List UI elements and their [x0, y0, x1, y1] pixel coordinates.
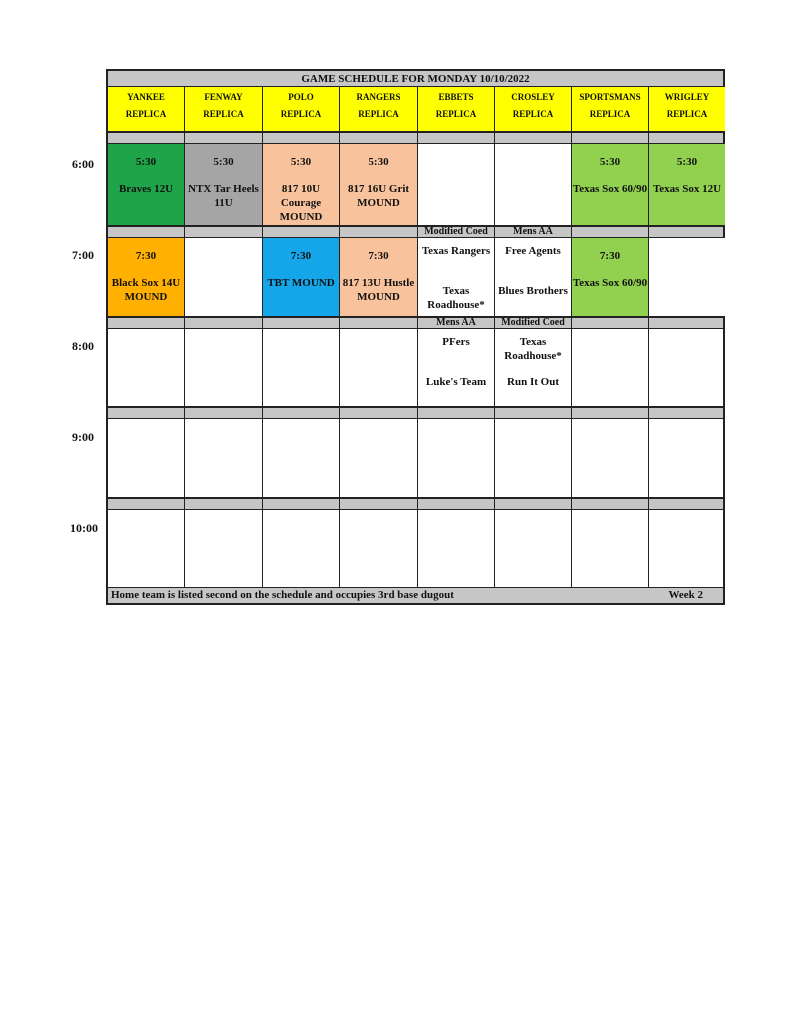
separator-cell	[340, 407, 418, 419]
field-header-crosley: CROSLEY REPLICA	[495, 87, 572, 132]
empty-cell	[108, 419, 185, 498]
matchup-team-away: PFers	[442, 336, 470, 348]
game-cell	[108, 329, 185, 407]
league-label	[263, 317, 340, 329]
field-header-rangers: RANGERS REPLICA	[340, 87, 418, 132]
separator-cell	[649, 407, 725, 419]
game-time: 7:30	[599, 250, 621, 262]
game-time: 5:30	[599, 156, 621, 168]
game-cell	[340, 238, 418, 317]
empty-cell	[495, 419, 572, 498]
separator-cell	[108, 498, 185, 510]
separator-cell	[263, 407, 340, 419]
game-time: 7:30	[368, 250, 389, 262]
team-name: 817 16U Grit MOUND	[347, 183, 410, 209]
game-cell	[418, 144, 495, 226]
league-label	[263, 226, 340, 238]
slot-1000-row	[108, 510, 723, 589]
slot-900-row	[108, 419, 723, 498]
team-name: 817 13U Hustle MOUND	[342, 277, 415, 303]
separator-cell	[649, 498, 725, 510]
game-time: 5:30	[676, 156, 698, 168]
league-label	[649, 317, 725, 329]
separator-cell	[572, 407, 649, 419]
team-name: TBT MOUND	[267, 277, 335, 289]
game-time: 5:30	[213, 156, 234, 168]
game-cell	[263, 329, 340, 407]
empty-cell	[572, 510, 649, 589]
separator-cell	[185, 407, 263, 419]
game-cell	[263, 238, 340, 317]
matchup-team-home: Texas Roadhouse*	[427, 285, 485, 311]
matchup-team-home: Luke's Team	[425, 376, 487, 388]
league-label	[572, 226, 649, 238]
empty-cell	[418, 510, 495, 589]
separator-cell	[418, 498, 495, 510]
game-time: 5:30	[290, 156, 312, 168]
separator-800	[108, 317, 723, 329]
game-cell	[185, 144, 263, 226]
separator-row	[108, 132, 723, 144]
game-cell	[263, 144, 340, 226]
time-label-700: 7:00	[72, 248, 94, 262]
league-label	[649, 226, 725, 238]
empty-cell	[649, 510, 725, 589]
game-cell	[495, 329, 572, 407]
empty-cell	[572, 419, 649, 498]
empty-cell	[263, 419, 340, 498]
field-header-ebbets: EBBETS REPLICA	[418, 87, 495, 132]
field-header-fenway: FENWAY REPLICA	[185, 87, 263, 132]
game-cell	[495, 144, 572, 226]
game-cell	[418, 329, 495, 407]
game-cell	[572, 329, 649, 407]
game-time: 7:30	[290, 250, 312, 262]
separator-cell	[495, 498, 572, 510]
empty-cell	[418, 419, 495, 498]
time-label-600: 6:00	[72, 157, 94, 171]
slot-600-row	[108, 144, 723, 226]
field-header-wrigley: WRIGLEY REPLICA	[649, 87, 725, 132]
separator-cell	[263, 498, 340, 510]
team-name: NTX Tar Heels 11U	[188, 183, 259, 209]
team-name: Texas Sox 12U	[652, 183, 722, 195]
matchup-team-home: Run It Out	[507, 376, 559, 388]
matchup-team-home: Blues Brothers	[498, 285, 568, 297]
game-cell	[108, 238, 185, 317]
league-label	[185, 226, 263, 238]
team-name: Texas Sox 60/90	[572, 183, 648, 195]
field-header-row	[108, 87, 723, 132]
team-name: Texas Sox 60/90	[572, 277, 648, 289]
game-time: 7:30	[135, 250, 157, 262]
game-cell	[108, 144, 185, 226]
game-cell	[495, 238, 572, 317]
empty-cell	[340, 510, 418, 589]
game-cell	[418, 238, 495, 317]
league-label	[185, 317, 263, 329]
empty-cell	[185, 419, 263, 498]
schedule-title: GAME SCHEDULE FOR MONDAY 10/10/2022	[108, 71, 723, 87]
game-cell	[340, 329, 418, 407]
empty-cell	[185, 510, 263, 589]
league-label	[572, 317, 649, 329]
schedule-table	[106, 69, 725, 605]
field-header-yankee: YANKEE REPLICA	[108, 87, 185, 132]
week-label: Week 2	[668, 589, 703, 601]
league-label: Modified Coed	[418, 226, 495, 238]
field-header-polo: POLO REPLICA	[263, 87, 340, 132]
separator-cell	[108, 407, 185, 419]
league-label	[340, 317, 418, 329]
game-cell	[572, 238, 649, 317]
league-label	[340, 226, 418, 238]
field-header-sportsmans: SPORTSMANS REPLICA	[572, 87, 649, 132]
matchup-team-away: Free Agents	[505, 245, 561, 257]
game-cell	[649, 329, 725, 407]
league-label	[108, 317, 185, 329]
game-cell	[649, 238, 725, 317]
empty-cell	[649, 419, 725, 498]
team-name: 817 10U Courage MOUND	[279, 183, 323, 223]
empty-cell	[263, 510, 340, 589]
game-cell	[649, 144, 725, 226]
separator-row	[108, 498, 723, 510]
time-label-900: 9:00	[72, 430, 94, 444]
game-cell	[185, 238, 263, 317]
league-label: Mens AA	[495, 226, 572, 238]
schedule-footer	[108, 587, 723, 603]
team-name: Braves 12U	[118, 183, 174, 195]
team-name: Black Sox 14U MOUND	[111, 277, 181, 303]
matchup-team-away: Texas Roadhouse*	[504, 336, 562, 362]
game-cell	[340, 144, 418, 226]
time-label-1000: 10:00	[70, 521, 98, 535]
league-label: Modified Coed	[495, 317, 572, 329]
separator-cell	[418, 407, 495, 419]
home-team-note: Home team is listed second on the schedule and occupies 3rd base dugout	[111, 589, 454, 601]
matchup-team-away: Texas Rangers	[421, 245, 491, 257]
slot-800-row	[108, 329, 723, 407]
separator-cell	[340, 498, 418, 510]
game-cell	[572, 144, 649, 226]
game-cell	[185, 329, 263, 407]
game-time: 5:30	[368, 156, 389, 168]
separator-700	[108, 226, 723, 238]
separator-cell	[572, 498, 649, 510]
empty-cell	[495, 510, 572, 589]
slot-700-row	[108, 238, 723, 317]
empty-cell	[108, 510, 185, 589]
separator-row	[108, 407, 723, 419]
separator-cell	[185, 498, 263, 510]
time-label-800: 8:00	[72, 339, 94, 353]
game-time: 5:30	[135, 156, 157, 168]
empty-cell	[340, 419, 418, 498]
league-label	[108, 226, 185, 238]
league-label: Mens AA	[418, 317, 495, 329]
separator-cell	[495, 407, 572, 419]
